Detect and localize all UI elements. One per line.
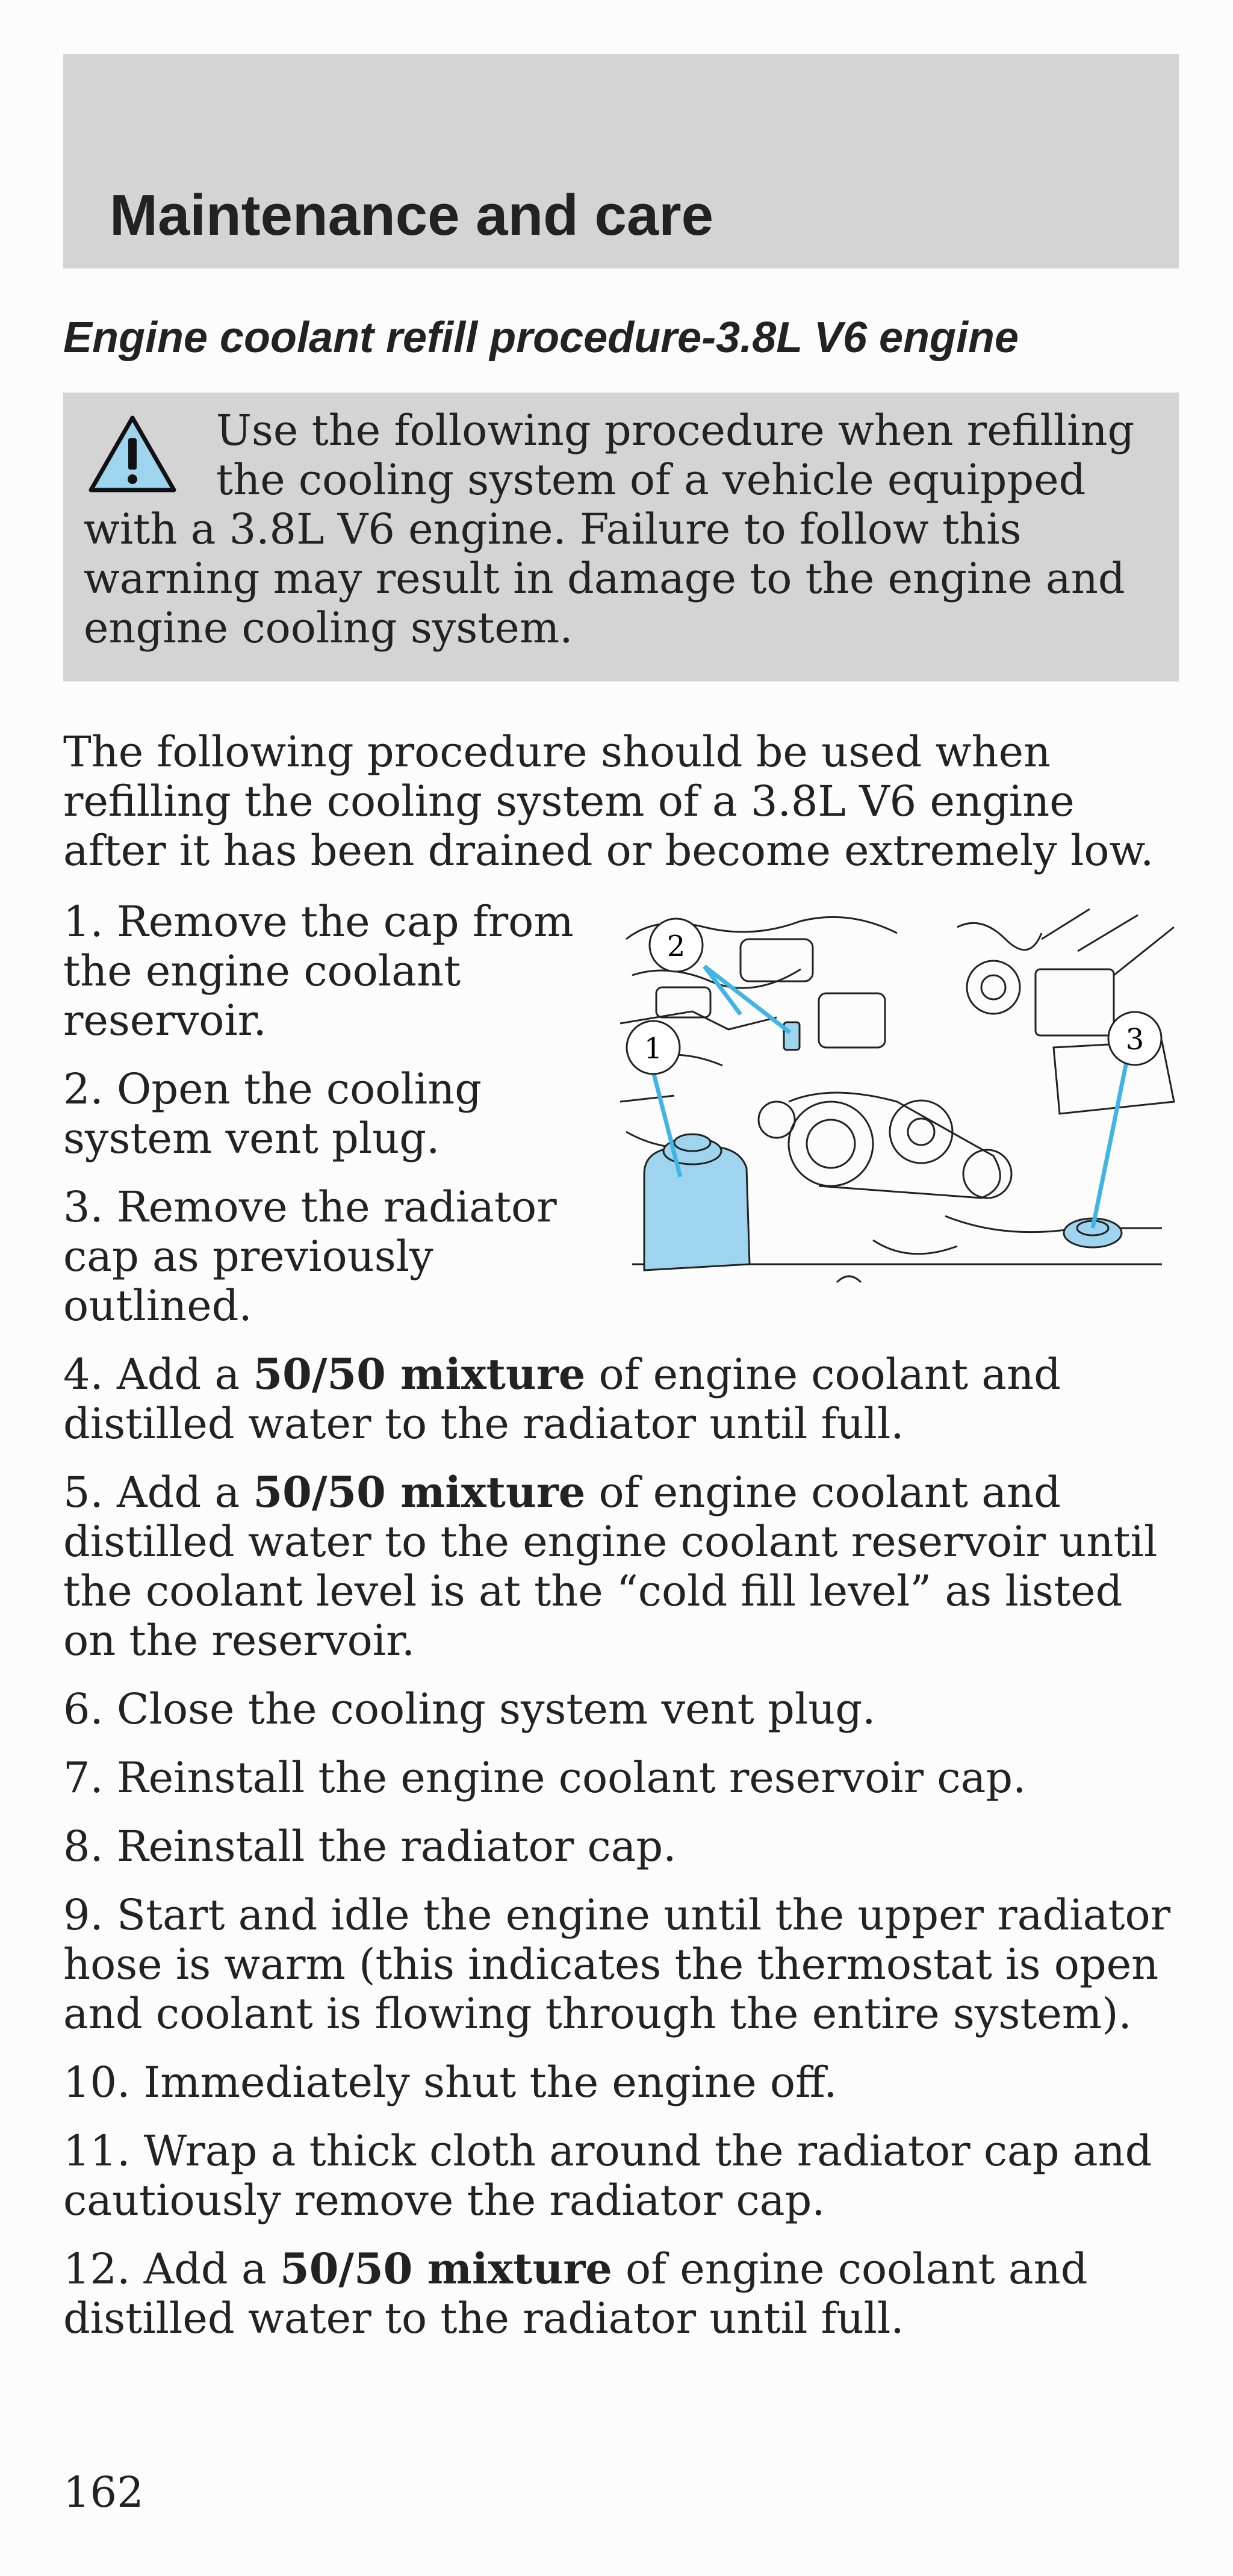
- callout-3: [1108, 1012, 1161, 1065]
- page-number: 162: [63, 2468, 144, 2517]
- engine-diagram: [620, 903, 1180, 1288]
- step-2: 2. Open the cooling system vent plug.: [63, 1064, 482, 1163]
- step-7: 7. Reinstall the engine coolant reservoir cap.: [63, 1753, 1026, 1802]
- step-5: 5. Add a 50/50 mixture of engine coolant and distilled water to the engine coolant reservoir until the coolant level is at the “cold fill level” as listed on the reservoir.: [63, 1467, 1158, 1665]
- step-11: 11. Wrap a thick cloth around the radiator cap and cautiously remove the radiator cap.: [63, 2126, 1152, 2225]
- step-6: 6. Close the cooling system vent plug.: [63, 1684, 876, 1734]
- mixture-emphasis: 50/50 mixture: [253, 1467, 586, 1517]
- callout-2: [650, 919, 703, 972]
- warning-text: Use the following procedure when refilling the cooling system of a vehicle equipped with a 3.8L V6 engine. Failure to follow this warning may result in damage to the engine and engine cooling system.: [84, 406, 1135, 653]
- warning-box: [63, 393, 1179, 681]
- step-1: 1. Remove the cap from the engine coolant reservoir.: [63, 897, 574, 1045]
- step-12: 12. Add a 50/50 mixture of engine coolant and distilled water to the radiator until full.: [63, 2244, 1088, 2343]
- svg-text:2: 2: [666, 930, 686, 963]
- page-header-title: Maintenance and care: [110, 183, 714, 247]
- svg-text:3: 3: [1125, 1023, 1144, 1057]
- vent-plug: [784, 1022, 800, 1050]
- step-9: 9. Start and idle the engine until the upper radiator hose is warm (this indicates the thermostat is open and coolant is flowing through the entire system).: [63, 1890, 1171, 2038]
- intro-paragraph: The following procedure should be used when refilling the cooling system of a 3.8L V6 engine after it has been drained or become extremely low.: [63, 727, 1154, 875]
- callout-1: [627, 1021, 680, 1074]
- step-3: 3. Remove the radiator cap as previously outlined.: [63, 1182, 557, 1330]
- section-title: Engine coolant refill procedure-3.8L V6 engine: [63, 314, 1019, 362]
- step-4: 4. Add a 50/50 mixture of engine coolant and distilled water to the radiator until full.: [63, 1349, 1061, 1448]
- coolant-reservoir: [644, 1134, 750, 1270]
- mixture-emphasis: 50/50 mixture: [279, 2244, 612, 2294]
- mixture-emphasis: 50/50 mixture: [253, 1349, 586, 1399]
- step-10: 10. Immediately shut the engine off.: [63, 2058, 837, 2107]
- step-8: 8. Reinstall the radiator cap.: [63, 1822, 677, 1871]
- svg-text:1: 1: [644, 1032, 663, 1066]
